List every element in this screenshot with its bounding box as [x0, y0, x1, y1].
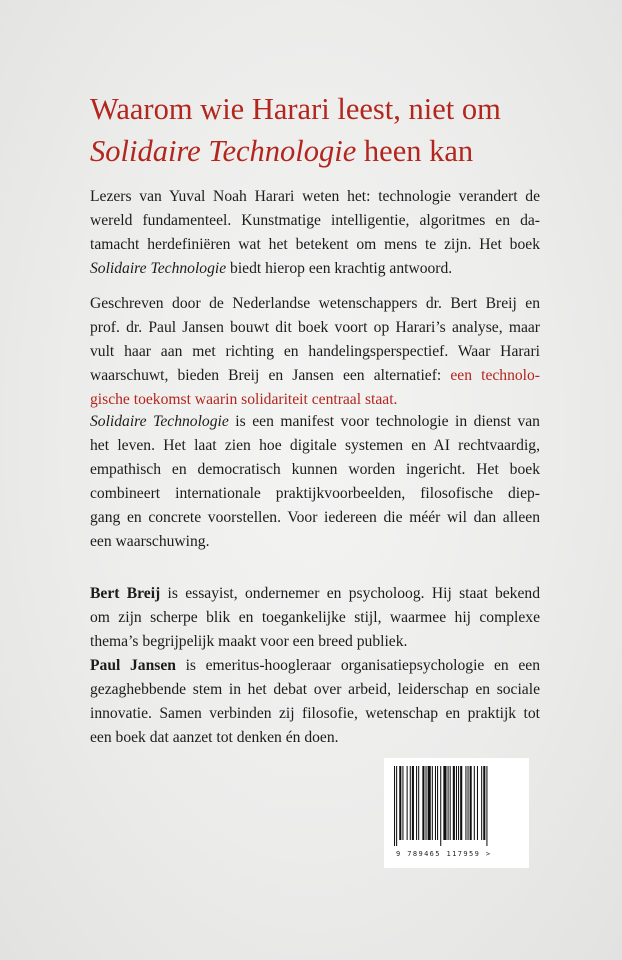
- barcode-bar: [456, 766, 457, 840]
- barcode-bar: [443, 766, 446, 840]
- paragraph-line-plain: waarschuwt, bieden Breij en Jansen een alternatief:: [90, 367, 451, 384]
- author-name: Bert Breij: [90, 585, 161, 602]
- paragraph-line: tamacht herdefiniëren wat het betekent om mens te zijn. Het boek: [90, 236, 540, 253]
- barcode-bar: [418, 766, 419, 840]
- barcode-bar: [410, 766, 411, 840]
- paragraph-line: een waarschuwing.: [90, 533, 210, 550]
- barcode-bar: [416, 766, 417, 840]
- paragraph-line: empathisch en democratisch kunnen worden ingericht. Het boek: [90, 461, 540, 478]
- barcode-bar: [399, 766, 401, 840]
- paragraph-line-rest: is een manifest voor technologie in dienst van: [228, 413, 540, 430]
- headline-book-title: Solidaire Technologie: [90, 134, 357, 168]
- barcode-bar: [432, 766, 433, 840]
- barcode-bar: [474, 766, 475, 840]
- paragraph-line: innovatie. Samen verbinden zij filosofie, wetenschap en praktijk tot: [90, 705, 540, 722]
- barcode-bar: [437, 766, 438, 840]
- barcode-bar: [440, 766, 441, 846]
- barcode-bar: [407, 766, 408, 840]
- headline-line-2-rest: heen kan: [356, 134, 474, 168]
- barcode-bar: [486, 766, 487, 846]
- barcode-bar: [396, 766, 397, 846]
- barcode-digits: 9 789465 117959 >: [396, 850, 492, 858]
- headline: [90, 88, 590, 172]
- book-title: Solidaire Technologie: [90, 260, 227, 277]
- barcode-bar: [468, 766, 469, 840]
- barcode-bar: [412, 766, 414, 840]
- barcode-bar: [481, 766, 482, 840]
- paragraph-line: vult haar aan met richting en handelingsperspectief. Waar Harari: [90, 343, 540, 360]
- barcode-bar: [460, 766, 462, 840]
- barcode-bar: [448, 766, 449, 840]
- book-title: Solidaire Technologie: [90, 413, 229, 430]
- barcode-bar: [435, 766, 436, 840]
- barcode-bar: [428, 766, 431, 840]
- paragraph-line: om zijn scherpe blik en toegankelijke stijl, waarmee hij complexe: [90, 609, 540, 626]
- paragraph-line: Lezers van Yuval Noah Harari weten het: technologie verandert de: [90, 188, 540, 205]
- barcode-bar: [453, 766, 455, 840]
- barcode-bars: [392, 766, 521, 846]
- paragraph-line: gezaghebbende stem in het debat over arbeid, leiderschap en sociale: [90, 681, 540, 698]
- barcode-bar: [402, 766, 403, 840]
- paragraph-line-rest: is emeritus-hoogleraar organisatiepsychologie en een: [175, 657, 541, 674]
- highlight-text: een technolo-: [450, 367, 540, 384]
- barcode-bar: [470, 766, 472, 840]
- barcode-bar: [450, 766, 451, 840]
- barcode-bar: [422, 766, 424, 840]
- barcode-bar: [477, 766, 478, 840]
- paragraph-line: [90, 654, 540, 678]
- paragraph-line-rest: biedt hierop een krachtig antwoord.: [226, 260, 453, 277]
- paragraph-line: prof. dr. Paul Jansen bouwt dit boek voort op Harari’s analyse, maar: [90, 319, 540, 336]
- barcode-bar: [394, 766, 395, 846]
- paragraph-line: [90, 582, 540, 606]
- paragraph-line: gang en concrete voorstellen. Voor iedereen die méér wil dan alleen: [90, 509, 540, 526]
- paragraph-line: het leven. Het laat zien hoe digitale systemen en AI rechtvaardig,: [90, 437, 540, 454]
- isbn-barcode: [384, 758, 529, 868]
- barcode-bar: [465, 766, 466, 840]
- paragraph-line: wereld fundamenteel. Kunstmatige intelligentie, algoritmes en da-: [90, 212, 540, 229]
- barcode-bar: [483, 766, 485, 840]
- author-name: Paul Jansen: [90, 657, 176, 674]
- paragraph-line: [90, 410, 540, 434]
- paragraph-line: een boek dat aanzet tot denken én doen.: [90, 729, 339, 746]
- intro-paragraph: [90, 185, 540, 281]
- paragraph-line: Geschreven door de Nederlandse wetenschappers dr. Bert Breij en: [90, 295, 540, 312]
- paragraph-line: thema’s begrijpelijk maakt voor een breed publiek.: [90, 633, 408, 650]
- paragraph-line: [90, 257, 540, 281]
- paragraph-line-rest: is essayist, ondernemer en psycholoog. Hij staat bekend: [160, 585, 540, 602]
- authors-context-paragraph: [90, 292, 540, 412]
- headline-line-1: Waarom wie Harari leest, niet om: [90, 92, 501, 126]
- barcode-bar: [426, 766, 427, 840]
- paragraph-line: [90, 364, 540, 388]
- paragraph-line: combineert internationale praktijkvoorbeelden, filosofische diep-: [90, 485, 540, 502]
- barcode-bar: [458, 766, 459, 840]
- author-bio: [90, 582, 540, 750]
- manifest-paragraph: [90, 410, 540, 554]
- highlight-text: gische toekomst waarin solidariteit centraal staat.: [90, 391, 398, 408]
- headline-line-2: [90, 130, 590, 172]
